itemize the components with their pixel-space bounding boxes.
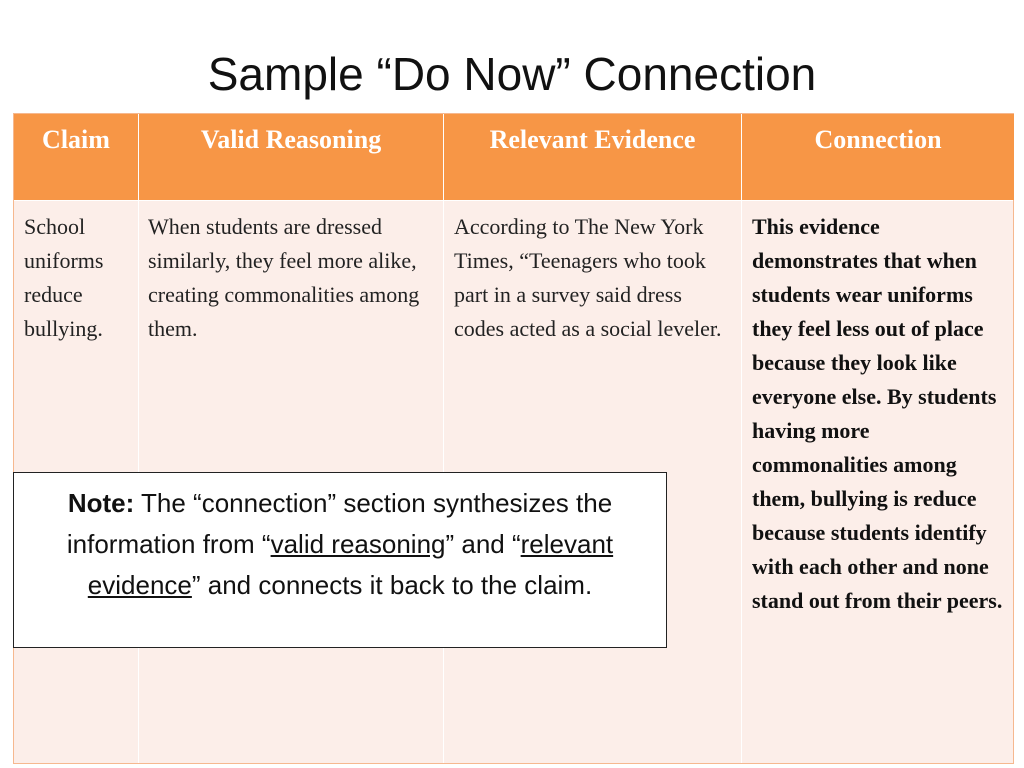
slide-title: Sample “Do Now” Connection — [207, 48, 817, 100]
cell-claim: School uniforms reduce bullying. — [24, 214, 104, 341]
row-divider — [14, 200, 1013, 201]
column-divider — [443, 114, 444, 763]
column-divider — [741, 114, 742, 763]
note-text-1: The “connection” section synthesizes the information from “ — [66, 488, 613, 559]
header-claim: Claim — [14, 114, 138, 200]
cell-connection: This evidence demonstrates that when students wear uniforms they feel less out of place because they look like everyone else. By students having more commonalities among them, bullying is reduce because students identify with each other and none stand out from their peers. — [752, 214, 1003, 613]
header-connection: Connection — [742, 114, 1014, 200]
cell-reasoning: When students are dressed similarly, they feel more alike, creating commonalities among them. — [148, 214, 420, 341]
cell-evidence: According to The New York Times, “Teenagers who took part in a survey said dress codes acted as a social leveler. — [454, 214, 722, 341]
note-text-2: ” and “ — [445, 529, 521, 559]
note-label: Note: — [67, 488, 135, 518]
note-text-3: ” and connects it back to the claim. — [191, 570, 593, 600]
header-relevant-evidence: Relevant Evidence — [444, 114, 741, 200]
note-relevant-evidence: relevant evidence — [87, 529, 614, 600]
connection-table — [13, 113, 1014, 764]
header-valid-reasoning: Valid Reasoning — [139, 114, 443, 200]
column-divider — [138, 114, 139, 763]
note-box — [13, 472, 667, 648]
note-valid-reasoning: valid reasoning — [270, 529, 446, 559]
